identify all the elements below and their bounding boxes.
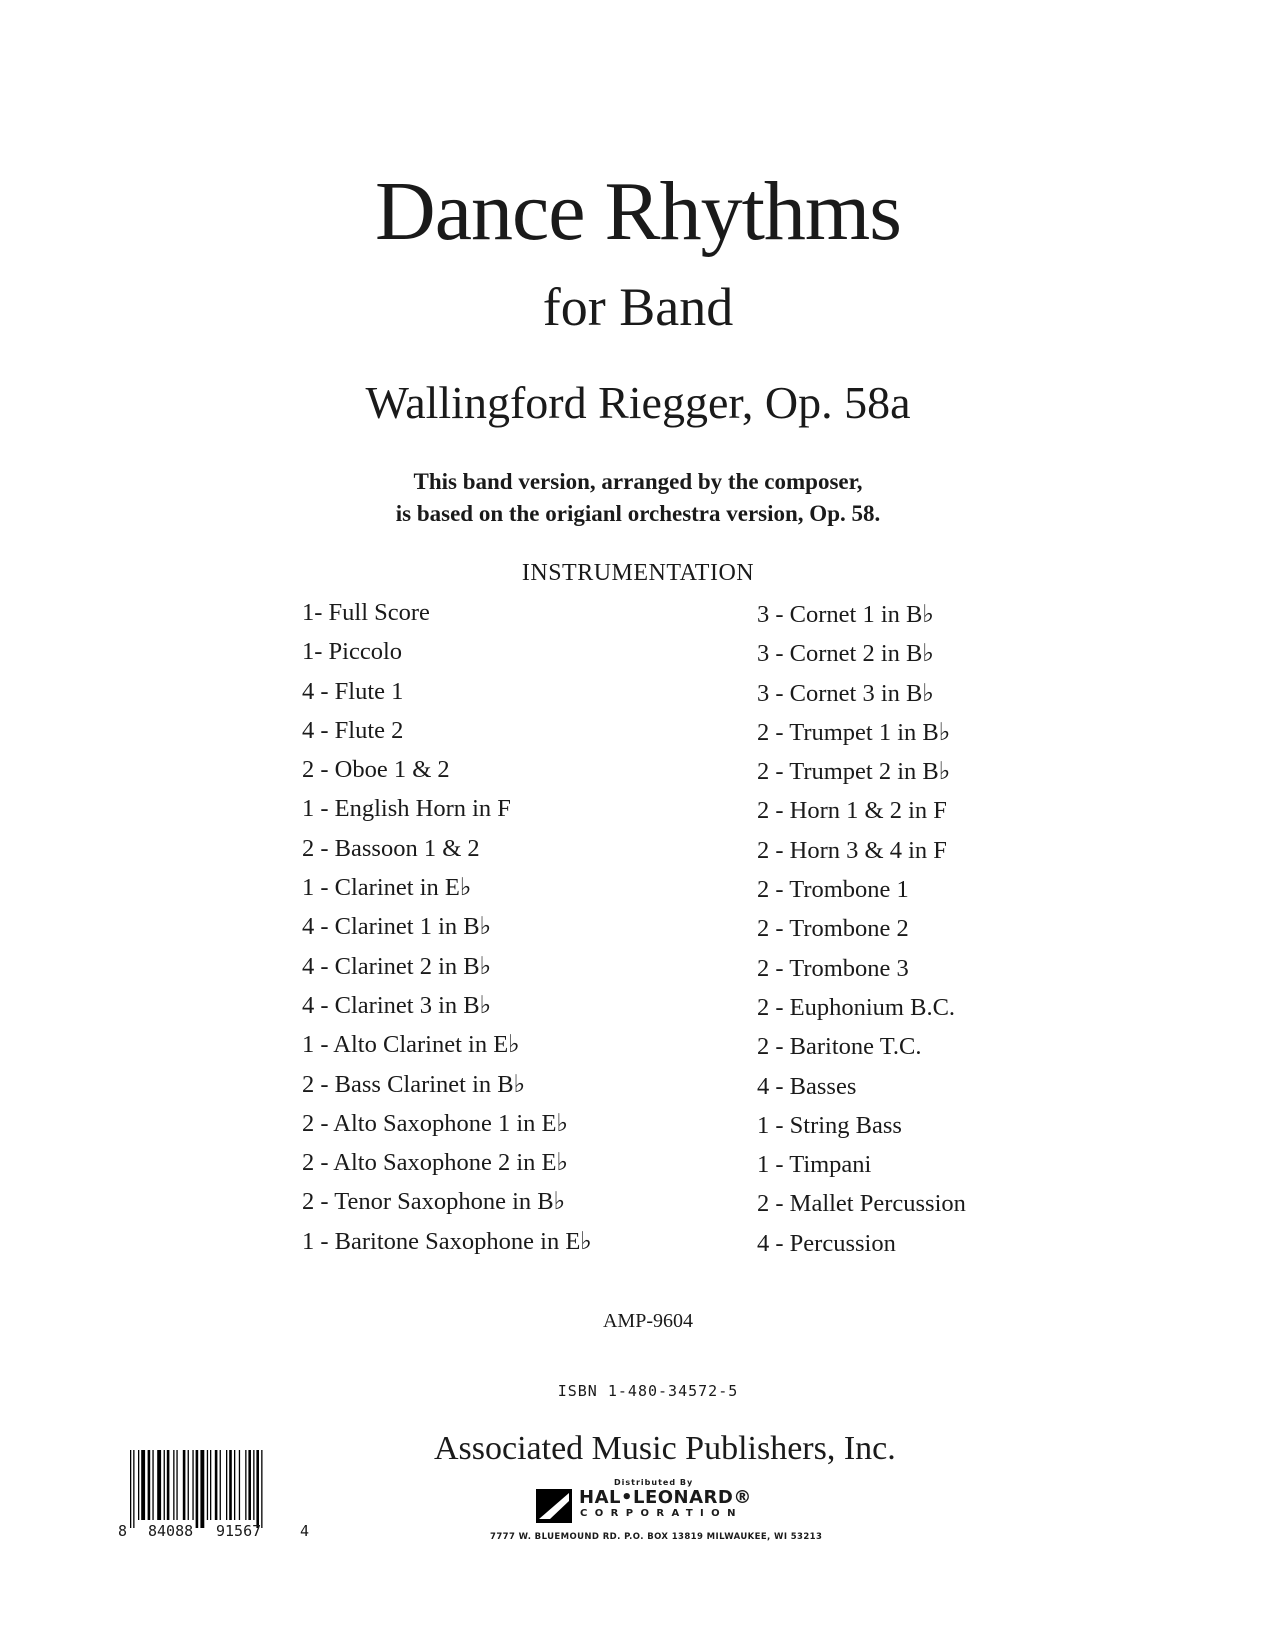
instrument-item: 4 - Clarinet 2 in B♭ (302, 952, 492, 980)
barcode-bar (207, 1450, 208, 1520)
instrument-item: 4 - Basses (757, 1072, 857, 1100)
instrument-item: 1- Full Score (302, 599, 430, 626)
barcode-bar (220, 1450, 221, 1520)
instrument-item: 1 - Baritone Saxophone in E♭ (302, 1227, 592, 1255)
instrument-item: 1- Piccolo (302, 638, 403, 666)
instrument-item: 2 - Trombone 1 (757, 876, 909, 904)
barcode-bar (152, 1450, 153, 1520)
instrument-item: 4 - Clarinet 1 in B♭ (302, 913, 492, 941)
barcode-bar (215, 1450, 218, 1520)
barcode-icon (128, 1450, 318, 1530)
instrument-item: 2 - Alto Saxophone 1 in E♭ (302, 1109, 569, 1137)
instrument-item: 2 - Horn 3 & 4 in F (757, 836, 947, 864)
distributor-brand: HAL•LEONARD® (579, 1487, 752, 1508)
barcode-bar (261, 1450, 262, 1528)
publisher-name: Associated Music Publishers, Inc. (434, 1430, 896, 1467)
composer-credit: Wallingford Riegger, Op. 58a (365, 377, 911, 428)
catalog-number: AMP-9604 (602, 1310, 693, 1332)
barcode-bar (176, 1450, 177, 1520)
barcode-bar (229, 1450, 232, 1520)
arrangement-note-line: is based on the origianl orchestra version, Op. 58. (395, 501, 881, 526)
page-title: Dance Rhythms (375, 165, 901, 258)
instrument-item: 2 - Trombone 2 (757, 915, 909, 943)
barcode-bar (210, 1450, 211, 1520)
instrument-item: 2 - Horn 1 & 2 in F (757, 797, 947, 825)
instrumentation-heading: INSTRUMENTATION (521, 560, 755, 586)
barcode-bar (148, 1450, 151, 1520)
instrument-item: 2 - Euphonium B.C. (757, 993, 956, 1021)
barcode-bar (226, 1450, 227, 1520)
distributor-block (484, 1476, 844, 1556)
instrument-item: 1 - Timpani (757, 1151, 872, 1179)
instrument-list-right (757, 595, 966, 1263)
distributor-address: 7777 W. BLUEMOUND RD. P.O. BOX 13819 MILWAUKEE, WI 53213 (490, 1532, 823, 1542)
instrument-item: 3 - Cornet 1 in B♭ (757, 601, 934, 628)
barcode-bar (253, 1450, 254, 1520)
barcode-bar (130, 1450, 131, 1528)
instrument-item: 1 - String Bass (757, 1111, 902, 1139)
instrument-item: 2 - Alto Saxophone 2 in E♭ (302, 1149, 569, 1177)
instrument-item: 2 - Oboe 1 & 2 (302, 756, 450, 784)
barcode-bar (183, 1450, 186, 1520)
instrument-item: 2 - Tenor Saxophone in B♭ (302, 1188, 566, 1216)
barcode-bar (196, 1450, 199, 1528)
barcode-digit-group: 4 (300, 1522, 310, 1540)
instrument-item: 4 - Flute 1 (302, 677, 404, 705)
hal-leonard-logo-icon (536, 1489, 572, 1523)
instrument-item: 2 - Bassoon 1 & 2 (302, 834, 480, 862)
barcode-bar (138, 1450, 139, 1520)
barcode-bar (248, 1450, 251, 1520)
barcode-bar (141, 1450, 145, 1520)
instrument-item: 2 - Bass Clarinet in B♭ (302, 1070, 526, 1098)
instrument-item: 2 - Trombone 3 (757, 954, 909, 982)
barcode-bar (133, 1450, 134, 1528)
instrument-item: 1 - Alto Clarinet in E♭ (302, 1031, 520, 1059)
barcode-bar (234, 1450, 235, 1520)
instrument-item: 3 - Cornet 2 in B♭ (757, 640, 934, 668)
instrument-item: 4 - Flute 2 (302, 716, 404, 744)
instrument-item: 4 - Percussion (757, 1229, 896, 1257)
distributor-corporation: CORPORATION (580, 1508, 743, 1519)
barcode-bar (245, 1450, 246, 1520)
barcode-bar (173, 1450, 174, 1520)
instrument-item: 2 - Mallet Percussion (757, 1190, 966, 1218)
instrument-item: 2 - Trumpet 2 in B♭ (757, 758, 951, 786)
distributor-label: Distributed By (614, 1478, 694, 1487)
instrument-item: 1 - English Horn in F (302, 795, 511, 823)
barcode-bar (164, 1450, 165, 1520)
arrangement-note-line: This band version, arranged by the composer, (413, 469, 863, 494)
arrangement-note (0, 466, 1276, 530)
page-subtitle: for Band (542, 277, 734, 337)
instrument-item: 3 - Cornet 3 in B♭ (757, 679, 934, 707)
barcode-bar (192, 1450, 193, 1520)
instrument-item: 1 - Clarinet in E♭ (302, 874, 472, 902)
barcode-digits (118, 1522, 310, 1542)
barcode-digit-group: 91567 (216, 1522, 262, 1540)
barcode-digit-group: 84088 (148, 1522, 194, 1540)
instrument-item: 2 - Trumpet 1 in B♭ (757, 718, 951, 746)
barcode-bar (239, 1450, 240, 1520)
barcode-bar (188, 1450, 189, 1520)
barcode-bar (256, 1450, 259, 1528)
barcode-digit-group: 8 (118, 1522, 128, 1540)
instrument-list-left (302, 593, 592, 1261)
barcode-bar (157, 1450, 161, 1520)
barcode-bar (167, 1450, 170, 1520)
barcode-bar (200, 1450, 204, 1528)
instrument-item: 2 - Baritone T.C. (757, 1033, 922, 1061)
isbn-number: ISBN 1-480-34572-5 (557, 1382, 739, 1400)
barcode-bars (130, 1450, 263, 1528)
instrument-item: 4 - Clarinet 3 in B♭ (302, 991, 492, 1019)
